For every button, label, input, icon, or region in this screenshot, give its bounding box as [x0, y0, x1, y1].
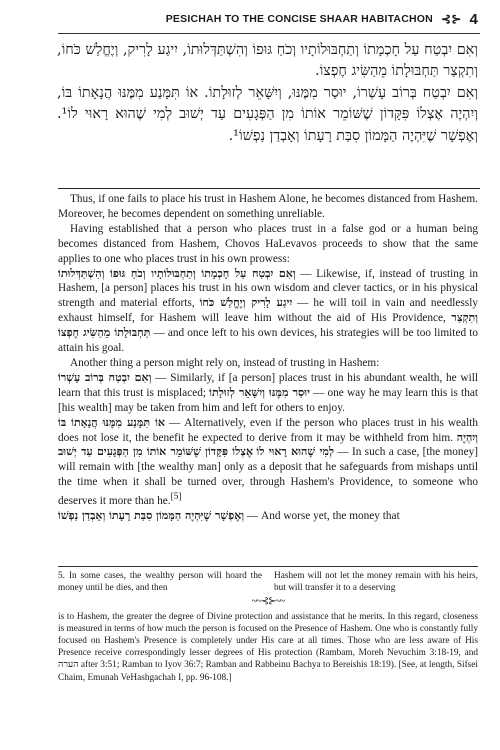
- paragraph: Thus, if one fails to place his trust in Hashem Alone, he becomes distanced from Hashem. Moreover, he becomes dependent on something unreliable.: [58, 193, 478, 220]
- text-run: — he will toil in vain and needlessly exhaust himself, for Hashem will leave him without the aid of His Providence,: [58, 297, 478, 325]
- paragraph: [58, 267, 478, 356]
- footnote-marker: [5]: [170, 492, 182, 503]
- header-ornament: ⊰⊱: [440, 12, 462, 26]
- hebrew-phrase: יוּסַר מִמֶּנּוּ וְיִשָּׁאֵר לְזוּלָתוֹ: [209, 385, 310, 399]
- paragraph: [58, 416, 478, 509]
- hebrew-paragraph: וְאִם יִבְטַח בְּרוֹב עָשְׁרוֹ, יוּסַר מִמֶּנּוּ, וְיִשָּׁאֵר לְזוּלָתוֹ. אוֹ תִּמָּנַע מִמֶּנּוּ הֲנָאָתוֹ בּוֹ, וְיִהְיֶה אֶצְלוֹ פִּקָּדוֹן שֶׁשּׁוֹמֵר אוֹתוֹ מִן הַפְּגָעִים עַד יְשׁוּב לְמִי שֶׁהוּא רָאוּי לוֹ¹. וְאֶפְשָׁר שֶׁיִּהְיֶה הַמָּמוֹן סִבַּת רָעָתוֹ וְאָבְדַן נַפְשׁוֹ¹.: [57, 84, 478, 144]
- paragraph: Having established that a person who places trust in a false god or a human being becomes distanced from Hashem, Chovos HaLevavos proceeds to show that the same applies to one who places trust in his own prowess:: [58, 222, 478, 265]
- hebrew-phrase: אוֹ תִּמָּנַע מִמֶּנּוּ הֲנָאָתוֹ בּוֹ: [58, 415, 165, 429]
- footnote-column: 5. In some cases, the wealthy person will hoard the money until he dies, and then: [58, 571, 262, 594]
- hebrew-phrase: וְתִקְצַר תַּחְבּוּלָתוֹ מֵהַשִּׂיג חֶפְצוֹ: [58, 311, 478, 340]
- footnote-ornament: ~~⊰⊱~~: [251, 596, 285, 608]
- hebrew-phrase: וְאִם יִבְטַח בְּרוֹב עָשְׁרוֹ: [58, 370, 152, 384]
- paragraph: [58, 371, 478, 416]
- section-divider: [58, 188, 480, 189]
- paragraph: [58, 509, 478, 524]
- paragraph: Another thing a person might rely on, instead of trusting in Hashem:: [70, 356, 380, 369]
- hebrew-phrase: וְאִם יִבְטַח עַל חָכְמָתוֹ וְתַחְבּוּלוֹתָיו וְכֹחַ גּוּפוֹ וְהִשְׁתַּדְּלוּתוֹ: [58, 266, 296, 280]
- footnote-rule: [58, 566, 478, 567]
- text-run: — In such a case, [the money] will remain with [the wealthy man] only as a deposit that he safeguards from mishaps until the time when it shall be turned over, through Hashem's Providence, to someone who deserves it more than he.: [58, 446, 478, 507]
- hebrew-source-text: [57, 40, 478, 147]
- footnotes: [58, 570, 478, 684]
- english-commentary: [58, 192, 478, 524]
- text-run: — Similarly, if [a person] places trust in his abundant wealth, he will learn that this trust is misplaced;: [58, 371, 478, 399]
- footnote-continuation: is to Hashem, the greater the degree of Divine protection and assistance that he merits. In this regard, closeness is measured in terms of how much the person is focused on the Presence of Hashem. One who is constantly fully focused on Hashem's Presence is completely under His care at all times. Those who are less aware of His Presence receive correspondingly lesser degrees of His protection (Rambam, Moreh Nevuchim 3:18-19, and הערה after 3:51; Ramban to Iyov 36:7; Ramban and Rabbeinu Bachya to Bereishis 18:19). [See, at length, Sifsei Chaim, Emunah VeHashgachah I, pp. 96-108.]: [58, 611, 478, 683]
- hebrew-phrase: וְיִהְיֶה אֶצְלוֹ פִּקָּדוֹן שֶׁשּׁוֹמֵר אוֹתוֹ מִן הַפְּגָעִים עַד יְשׁוּב: [58, 430, 478, 459]
- footnote-columns: [58, 570, 478, 594]
- hebrew-phrase: יִיגַע לָרִיק וְיֶחֱלַשׁ כֹּחוֹ: [199, 296, 293, 310]
- text-run: — and once left to his own devices, his strategies will be too limited to attain his goal.: [58, 327, 478, 355]
- running-header: [60, 6, 478, 32]
- running-title: PESICHAH TO THE CONCISE SHAAR HABITACHON: [165, 13, 433, 25]
- hebrew-phrase: לְמִי שֶׁהוּא רָאוּי לוֹ: [256, 445, 335, 459]
- text-run: — Alternatively, even if the person who places trust in his wealth does not lose it, the benefit he expected to derive from it may be withheld from him.: [58, 416, 478, 444]
- header-rule: [58, 33, 480, 34]
- text-run: — one way he may learn this is that [his wealth] may be taken from him and left for others to enjoy.: [58, 386, 478, 414]
- page-number: 4: [469, 10, 478, 28]
- hebrew-paragraph: וְאִם יִבְטַח עַל חָכְמָתוֹ וְתַחְבּוּלוֹתָיו וְכֹחַ גּוּפוֹ וְהִשְׁתַּדְּלוּתוֹ, יִיגַע לָרִיק, וְיֶחֱלַשׁ כֹּחוֹ, וְתִקְצַר תַּחְבּוּלָתוֹ מֵהַשִּׂיג חֶפְצוֹ.: [57, 42, 478, 80]
- text-run: — And worse yet, the money that: [244, 509, 400, 522]
- footnote-column: Hashem will not let the money remain with his heirs, but will transfer it to a deserving: [274, 571, 478, 594]
- text-run: — Likewise, if, instead of trusting in Hashem, [a person] places his trust in his own wisdom and clever tactics, or in his physical strength and material efforts,: [58, 267, 478, 310]
- hebrew-phrase: וְאֶפְשָׁר שֶׁיִּהְיֶה הַמָּמוֹן סִבַּת רָעָתוֹ וְאָבְדַן נַפְשׁוֹ: [58, 508, 245, 522]
